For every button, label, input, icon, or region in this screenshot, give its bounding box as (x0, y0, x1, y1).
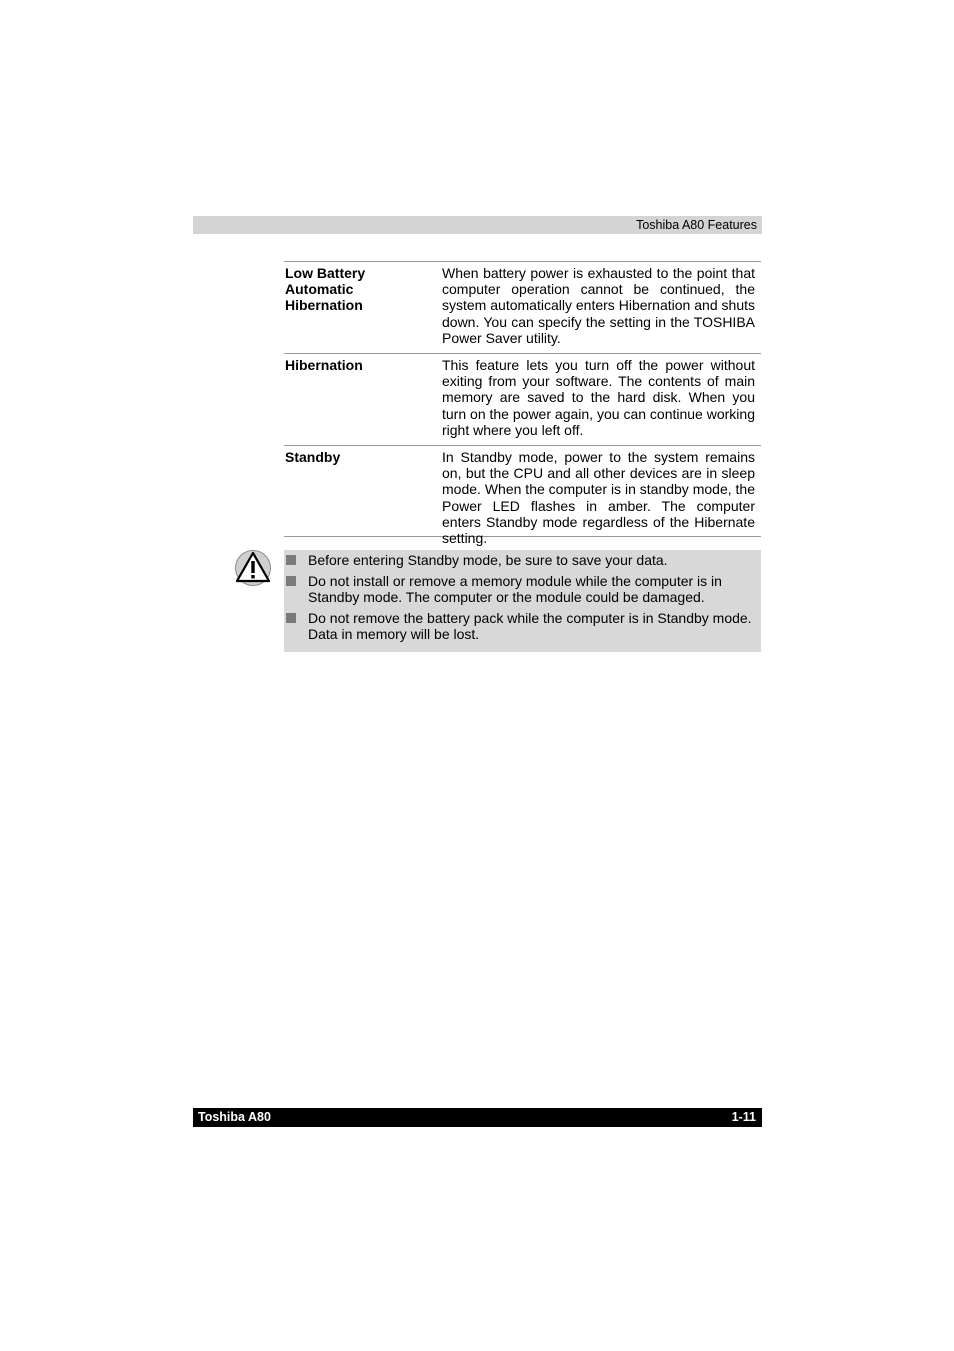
running-footer (193, 1108, 762, 1127)
header-title: Toshiba A80 Features (636, 218, 757, 232)
square-bullet-icon (284, 610, 308, 642)
warning-triangle-icon (234, 549, 272, 587)
caution-text: Do not install or remove a memory module while the computer is in Standby mode. The computer or the module could be damaged. (308, 573, 722, 605)
features-table (284, 261, 761, 547)
table-row (284, 354, 761, 446)
running-header (193, 216, 762, 234)
caution-text: Do not remove the battery pack while the computer is in Standby mode. Data in memory will be lost. (308, 610, 752, 642)
list-item (284, 552, 757, 568)
feature-term: Low Battery Automatic Hibernation (285, 265, 366, 313)
caution-box (284, 550, 761, 652)
square-bullet-icon (284, 573, 308, 605)
feature-term: Standby (285, 449, 341, 465)
table-row (284, 446, 761, 547)
list-item (284, 610, 757, 642)
feature-description: In Standby mode, power to the system remains on, but the CPU and all other devices are in sleep mode. When the computer is in standby mode, the Power LED flashes in amber. The computer enters Standby mode regardless of the Hibernate setting. (442, 449, 755, 547)
footer-product: Toshiba A80 (198, 1110, 271, 1124)
caution-text: Before entering Standby mode, be sure to save your data. (308, 552, 668, 568)
list-item (284, 573, 757, 605)
feature-term: Hibernation (285, 357, 363, 373)
feature-description: This feature lets you turn off the power without exiting from your software. The contents of main memory are saved to the hard disk. When you turn on the power again, you can continue working right where you left off. (442, 357, 755, 438)
square-bullet-icon (284, 552, 308, 568)
table-row (284, 262, 761, 354)
page-number: 1-11 (731, 1110, 756, 1124)
feature-description: When battery power is exhausted to the point that computer operation cannot be continued, the system automatically enters Hibernation and shuts down. You can specify the setting in the TOSHIBA Power Saver utility. (442, 265, 755, 346)
